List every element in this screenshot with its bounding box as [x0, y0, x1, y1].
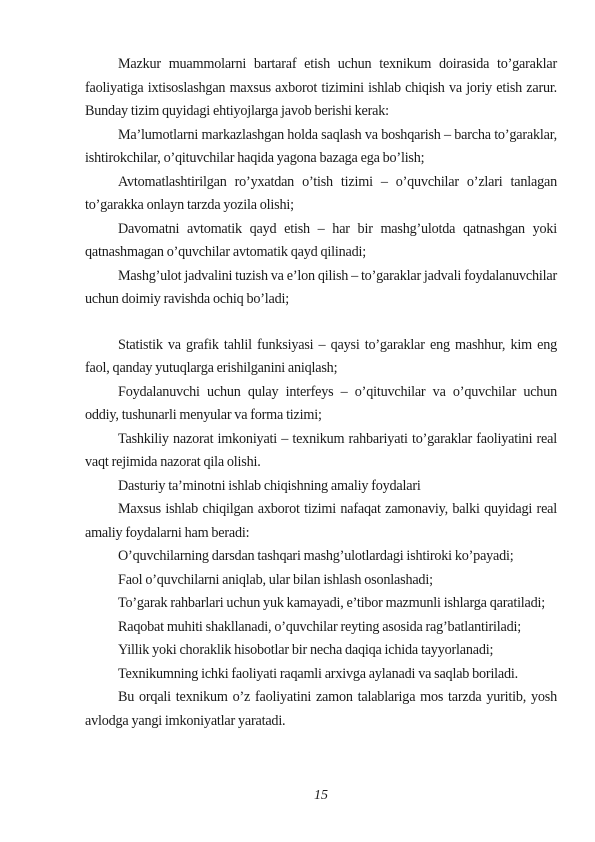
paragraph-attendance: Davomatni avtomatik qayd etish – har bir mashg’ulotda qatnashgan yoki qatnashmagan o’quvchilar avtomatik qayd qilinadi;	[85, 220, 557, 260]
paragraph-archive: Texnikumning ichki faoliyati raqamli arxivga aylanadi va saqlab boriladi.	[118, 665, 519, 682]
page-number: 15	[314, 788, 328, 803]
paragraph-statistics: Statistik va grafik tahlil funksiyasi – qaysi to’garaklar eng mashhur, kim eng faol, qanday yutuqlarga erishilganini aniqlash;	[85, 336, 557, 376]
paragraph-leader-load: To’garak rahbarlari uchun yuk kamayadi, e’tibor mazmunli ishlarga qaratiladi;	[118, 595, 546, 611]
paragraph-participation: O’quvchilarning darsdan tashqari mashg’ulotlardagi ishtiroki ko’payadi;	[118, 548, 514, 564]
paragraph-centralized-data: Ma’lumotlarni markazlashgan holda saqlash va boshqarish – barcha to’garaklar, ishtirokchilar, o’qituvchilar haqida yagona bazaga ega bo’lish;	[85, 126, 557, 166]
paragraph-control: Tashkiliy nazorat imkoniyati – texnikum rahbariyati to’garaklar faoliyatini real vaqt rejimida nazorat qila olishi.	[85, 430, 557, 470]
paragraph-competition: Raqobat muhiti shakllanadi, o’quvchilar reyting asosida rag’batlantiriladi;	[118, 618, 521, 635]
paragraph-automated-registration: Avtomatlashtirilgan ro’yxatdan o’tish tizimi – o’quvchilar o’zlari tanlagan to’garakka onlayn tarzda yozila olishi;	[85, 173, 557, 213]
body-text	[85, 53, 557, 733]
paragraph-reports: Yillik yoki choraklik hisobotlar bir necha daqiqa ichida tayyorlanadi;	[118, 642, 494, 658]
paragraph-conclusion: Bu orqali texnikum o’z faoliyatini zamon talablariga mos tarzda yuritib, yosh avlodga yangi imkoniyatlar yaratadi.	[85, 689, 557, 729]
paragraph-interface: Foydalanuvchi uchun qulay interfeys – o’qituvchilar va o’quvchilar uchun oddiy, tushunarli menyular va forma tizimi;	[85, 383, 557, 423]
paragraph-intro: Mazkur muammolarni bartaraf etish uchun texnikum doirasida to’garaklar faoliyatiga ixtisoslashgan maxsus axborot tizimini ishlab chiqish va joriy etish zarur. Bunday tizim quyidagi ehtiyojlarga javob berishi kerak:	[85, 56, 557, 119]
paragraph-benefits-intro: Maxsus ishlab chiqilgan axborot tizimi nafaqat zamonaviy, balki quyidagi real amaliy foydalarni ham beradi:	[85, 501, 557, 541]
paragraph-benefits-heading: Dasturiy ta’minotni ishlab chiqishning amaliy foydalari	[118, 477, 421, 494]
paragraph-active-students: Faol o’quvchilarni aniqlab, ular bilan ishlash osonlashadi;	[118, 571, 433, 588]
paragraph-schedule: Mashg’ulot jadvalini tuzish va e’lon qilish – to’garaklar jadvali foydalanuvchilar uchun doimiy ravishda ochiq bo’ladi;	[85, 267, 557, 307]
